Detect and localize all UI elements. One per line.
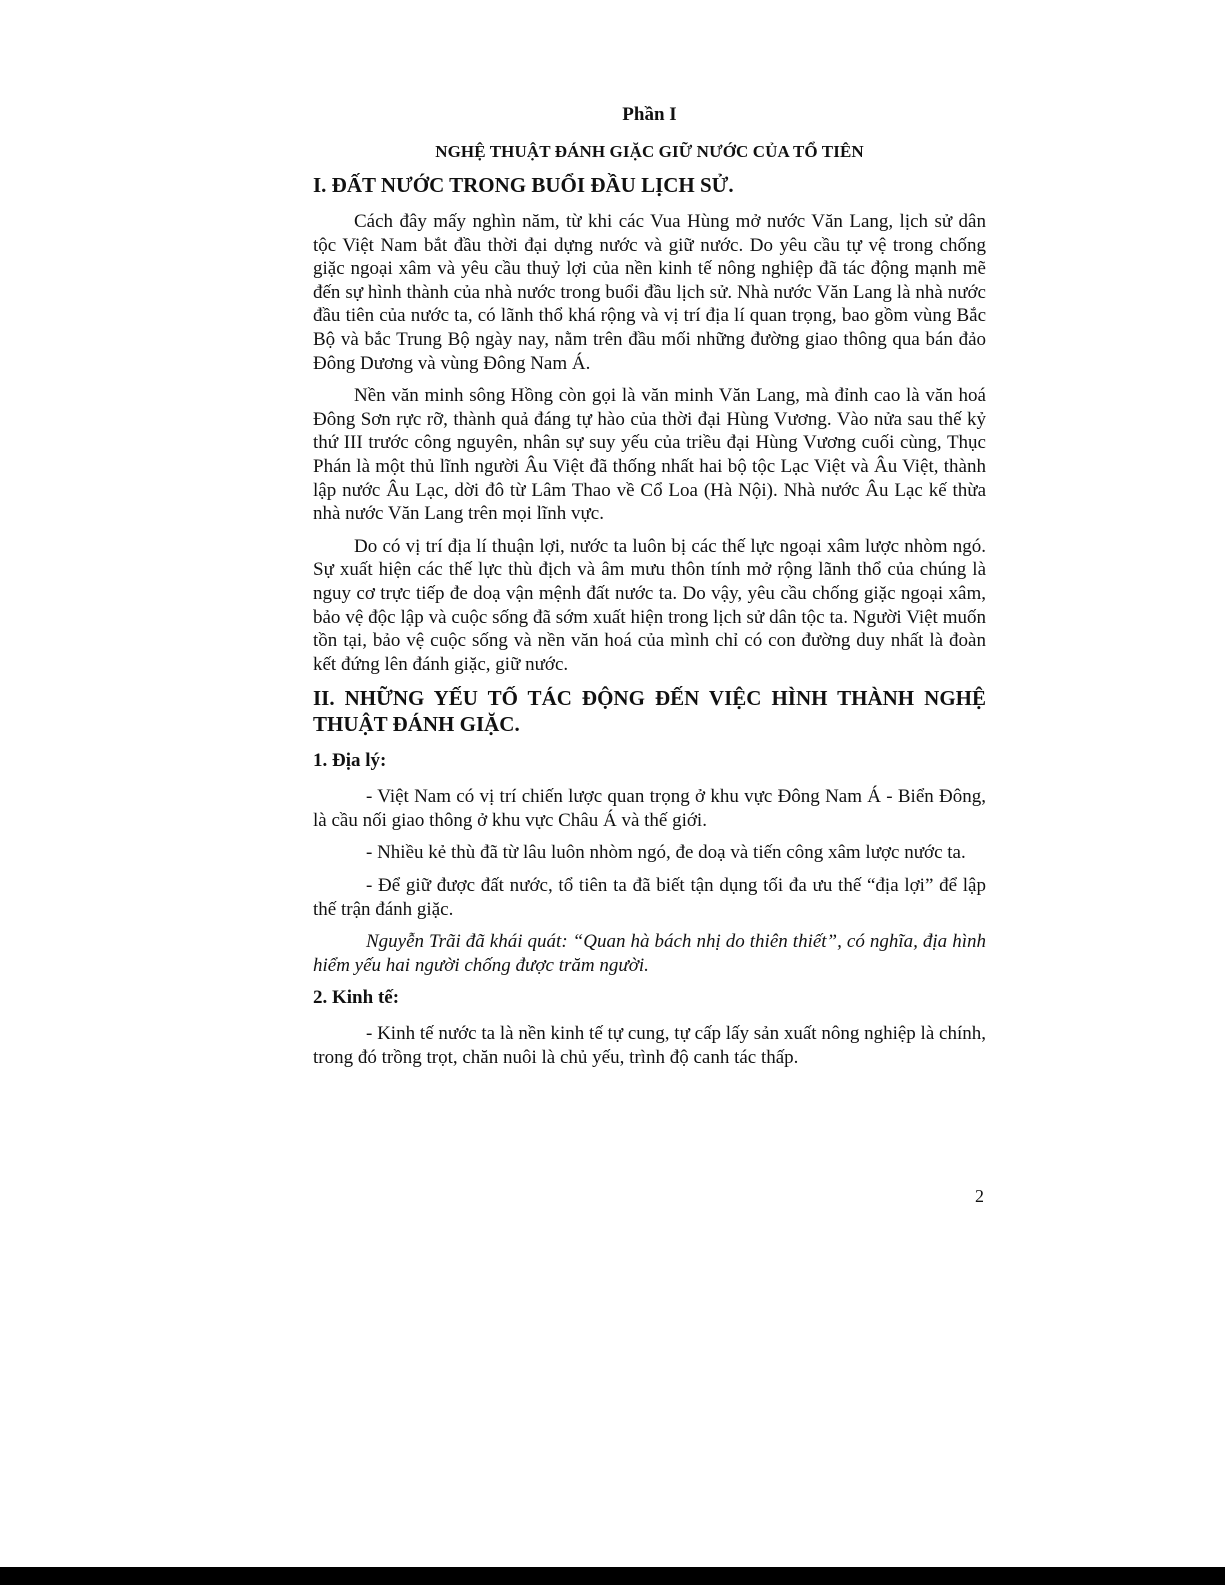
economy-bullet-1: - Kinh tế nước ta là nền kinh tế tự cung, tự cấp lấy sản xuất nông nghiệp là chính, trong đó trồng trọt, chăn nuôi là chủ yếu, trình độ canh tác thấp. [313, 1023, 986, 1069]
section-1-paragraph-3: Do có vị trí địa lí thuận lợi, nước ta luôn bị các thế lực ngoại xâm lược nhòm ngó. Sự xuất hiện các thế lực thù địch và âm mưu thôn tính mở rộng lãnh thổ của chúng là nguy cơ trực tiếp đe doạ vận mệnh đất nước ta. Do vậy, yêu cầu chống giặc ngoại xâm, bảo vệ độc lập và cuộc sống đã sớm xuất hiện trong lịch sử dân tộc ta. Người Việt muốn tồn tại, bảo vệ cuộc sống và nền văn hoá của mình chỉ có con đường duy nhất là đoàn kết đứng lên đánh giặc, giữ nước. [313, 535, 986, 675]
nguyen-trai-quote: Nguyễn Trãi đã khái quát: “Quan hà bách nhị do thiên thiết”, có nghĩa, địa hình hiểm yếu hai người chống được trăm người. [313, 931, 986, 976]
page-number: 2 [975, 1186, 984, 1206]
section-1-heading: I. ĐẤT NƯỚC TRONG BUỔI ĐẦU LỊCH SỬ. [313, 173, 734, 197]
section-1-paragraph-1: Cách đây mấy nghìn năm, từ khi các Vua Hùng mở nước Văn Lang, lịch sử dân tộc Việt Nam bắt đầu thời đại dựng nước và giữ nước. Do yêu cầu tự vệ trong chống giặc ngoại xâm và yêu cầu thuỷ lợi của nền kinh tế nông nghiệp đã tác động mạnh mẽ đến sự hình thành của nhà nước trong buổi đầu lịch sử. Nhà nước Văn Lang là nhà nước đầu tiên của nước ta, có lãnh thổ khá rộng và vị trí địa lí quan trọng, bao gồm vùng Bắc Bộ và bắc Trung Bộ ngày nay, nằm trên đầu mối những đường giao thông qua bán đảo Đông Dương và vùng Đông Nam Á. [313, 211, 986, 374]
geography-bullet-1: - Việt Nam có vị trí chiến lược quan trọng ở khu vực Đông Nam Á - Biển Đông, là cầu nối giao thông ở khu vực Châu Á và thế giới. [313, 786, 986, 831]
subsection-geography-heading: 1. Địa lý: [313, 750, 387, 772]
document-title: NGHỆ THUẬT ĐÁNH GIẶC GIỮ NƯỚC CỦA TỔ TIÊN [435, 142, 864, 161]
geography-bullet-2: - Nhiều kẻ thù đã từ lâu luôn nhòm ngó, đe doạ và tiến công xâm lược nước ta. [366, 842, 966, 864]
geography-bullet-3: - Để giữ được đất nước, tổ tiên ta đã biết tận dụng tối đa ưu thế “địa lợi” để lập thế trận đánh giặc. [313, 875, 986, 920]
subsection-economy-heading: 2. Kinh tế: [313, 987, 400, 1009]
document-page [313, 100, 986, 1079]
section-2-heading: II. NHỮNG YẾU TỐ TÁC ĐỘNG ĐẾN VIỆC HÌNH THÀNH NGHỆ THUẬT ĐÁNH GIẶC. [313, 686, 986, 737]
section-1-paragraph-2: Nền văn minh sông Hồng còn gọi là văn minh Văn Lang, mà đỉnh cao là văn hoá Đông Sơn rực rỡ, thành quả đáng tự hào của thời đại Hùng Vương. Vào nửa sau thế kỷ thứ III trước công nguyên, nhân sự suy yếu của triều đại Hùng Vương cuối cùng, Thục Phán là một thủ lĩnh người Âu Việt đã thống nhất hai bộ tộc Lạc Việt và Âu Việt, thành lập nước Âu Lạc, dời đô từ Lâm Thao về Cổ Loa (Hà Nội). Nhà nước Âu Lạc kế thừa nhà nước Văn Lang trên mọi lĩnh vực. [313, 385, 986, 525]
bottom-border [0, 1567, 1225, 1585]
part-title: Phần I [622, 104, 677, 125]
